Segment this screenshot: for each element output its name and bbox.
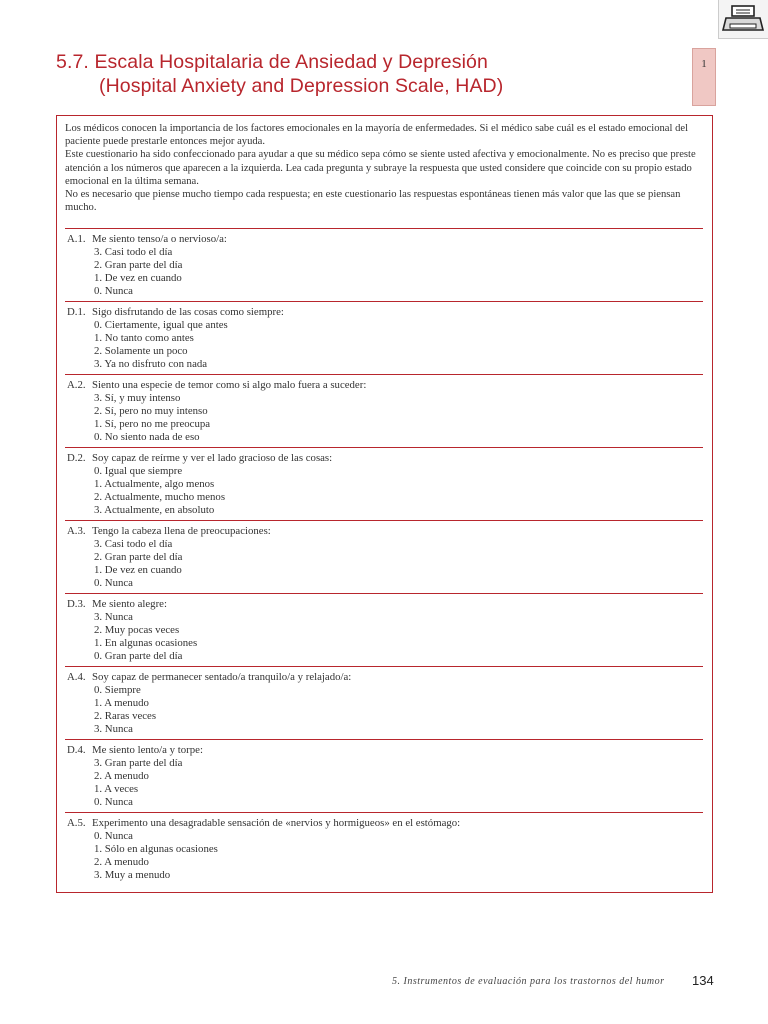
answer-option[interactable]: 3. Sí, y muy intenso: [94, 392, 181, 404]
chapter-footer: 5. Instrumentos de evaluación para los trastornos del humor: [392, 976, 665, 987]
answer-option[interactable]: 1. De vez en cuando: [94, 272, 182, 284]
answer-option[interactable]: 2. Raras veces: [94, 710, 157, 722]
answer-option[interactable]: 0. Nunca: [94, 830, 133, 842]
answer-option[interactable]: 0. Igual que siempre: [94, 465, 183, 477]
answer-option[interactable]: 3. Nunca: [94, 723, 133, 735]
answer-option[interactable]: 0. Nunca: [94, 796, 133, 808]
question-code: A.3.: [67, 525, 86, 537]
intro-paragraph: Este cuestionario ha sido confeccionado para ayudar a que su médico sepa cómo se siente usted afectiva y emocionalmente. No es preciso que preste atención a los números que aparecen a la izquierda. Lea cada pregunta y subraye la respuesta que usted considere que coincide con su propio estado emocional en la última semana.: [65, 149, 696, 187]
question-text: Siento una especie de temor como si algo malo fuera a suceder:: [92, 379, 367, 391]
question-item: [65, 739, 703, 812]
answer-option[interactable]: 2. Muy pocas veces: [94, 624, 180, 636]
question-text: Soy capaz de reírme y ver el lado gracioso de las cosas:: [92, 452, 333, 464]
question-text: Sigo disfrutando de las cosas como siempre:: [92, 306, 284, 318]
answer-option[interactable]: 2. A menudo: [94, 856, 149, 868]
question-text: Me siento lento/a y torpe:: [92, 744, 203, 756]
answer-option[interactable]: 0. Nunca: [94, 285, 133, 297]
answer-option[interactable]: 1. En algunas ocasiones: [94, 637, 198, 649]
question-list: [65, 228, 703, 885]
answer-option[interactable]: 3. Actualmente, en absoluto: [94, 504, 215, 516]
question-code: D.3.: [67, 598, 86, 610]
answer-option[interactable]: 1. Sólo en algunas ocasiones: [94, 843, 218, 855]
answer-option[interactable]: 3. Muy a menudo: [94, 869, 171, 881]
question-code: A.4.: [67, 671, 86, 683]
question-item: [65, 593, 703, 666]
answer-option[interactable]: 3. Gran parte del día: [94, 757, 183, 769]
question-item: [65, 812, 703, 885]
question-item: [65, 447, 703, 520]
answer-option[interactable]: 2. Gran parte del día: [94, 259, 183, 271]
intro-paragraph: Los médicos conocen la importancia de los factores emocionales en la mayoría de enfermedades. Si el médico sabe cuál es el estado emocional del paciente puede prestarle entonces mejor ayuda.: [65, 123, 689, 148]
answer-option[interactable]: 0. Gran parte del día: [94, 650, 183, 662]
intro-text: [65, 122, 705, 214]
answer-option[interactable]: 0. Siempre: [94, 684, 141, 696]
answer-option[interactable]: 1. De vez en cuando: [94, 564, 182, 576]
section-tab[interactable]: 1: [692, 48, 716, 106]
question-item: [65, 228, 703, 301]
question-item: [65, 301, 703, 374]
question-code: D.2.: [67, 452, 86, 464]
answer-option[interactable]: 3. Casi todo el día: [94, 538, 173, 550]
answer-option[interactable]: 1. No tanto como antes: [94, 332, 194, 344]
answer-option[interactable]: 2. Gran parte del día: [94, 551, 183, 563]
answer-option[interactable]: 1. A veces: [94, 783, 139, 795]
title-line-2: (Hospital Anxiety and Depression Scale, HAD): [99, 75, 504, 97]
question-code: D.1.: [67, 306, 86, 318]
answer-option[interactable]: 2. Actualmente, mucho menos: [94, 491, 226, 503]
question-text: Tengo la cabeza llena de preocupaciones:: [92, 525, 271, 537]
printer-icon: [719, 0, 768, 38]
question-item: [65, 520, 703, 593]
question-text: Me siento tenso/a o nervioso/a:: [92, 233, 227, 245]
page-number: 134: [692, 973, 714, 988]
answer-option[interactable]: 3. Nunca: [94, 611, 133, 623]
answer-option[interactable]: 0. Ciertamente, igual que antes: [94, 319, 228, 331]
question-code: A.5.: [67, 817, 86, 829]
title-line-1: 5.7. Escala Hospitalaria de Ansiedad y Depresión: [56, 51, 488, 73]
answer-option[interactable]: 3. Casi todo el día: [94, 246, 173, 258]
answer-option[interactable]: 2. A menudo: [94, 770, 149, 782]
answer-option[interactable]: 2. Sí, pero no muy intenso: [94, 405, 208, 417]
answer-option[interactable]: 1. A menudo: [94, 697, 149, 709]
question-code: D.4.: [67, 744, 86, 756]
question-text: Me siento alegre:: [92, 598, 167, 610]
answer-option[interactable]: 1. Sí, pero no me preocupa: [94, 418, 211, 430]
answer-option[interactable]: 1. Actualmente, algo menos: [94, 478, 215, 490]
answer-option[interactable]: 0. Nunca: [94, 577, 133, 589]
print-button[interactable]: [718, 0, 768, 39]
questionnaire-box: [56, 115, 713, 893]
answer-option[interactable]: 3. Ya no disfruto con nada: [94, 358, 208, 370]
answer-option[interactable]: 0. No siento nada de eso: [94, 431, 200, 443]
question-item: [65, 666, 703, 739]
intro-paragraph: No es necesario que piense mucho tiempo cada respuesta; en este cuestionario las respuestas espontáneas tienen más valor que las que se piensan mucho.: [65, 189, 681, 214]
question-code: A.2.: [67, 379, 86, 391]
question-text: Soy capaz de permanecer sentado/a tranquilo/a y relajado/a:: [92, 671, 352, 683]
answer-option[interactable]: 2. Solamente un poco: [94, 345, 188, 357]
question-code: A.1.: [67, 233, 86, 245]
question-text: Experimento una desagradable sensación de «nervios y hormigueos» en el estómago:: [92, 817, 461, 829]
question-item: [65, 374, 703, 447]
section-title: [56, 50, 676, 98]
